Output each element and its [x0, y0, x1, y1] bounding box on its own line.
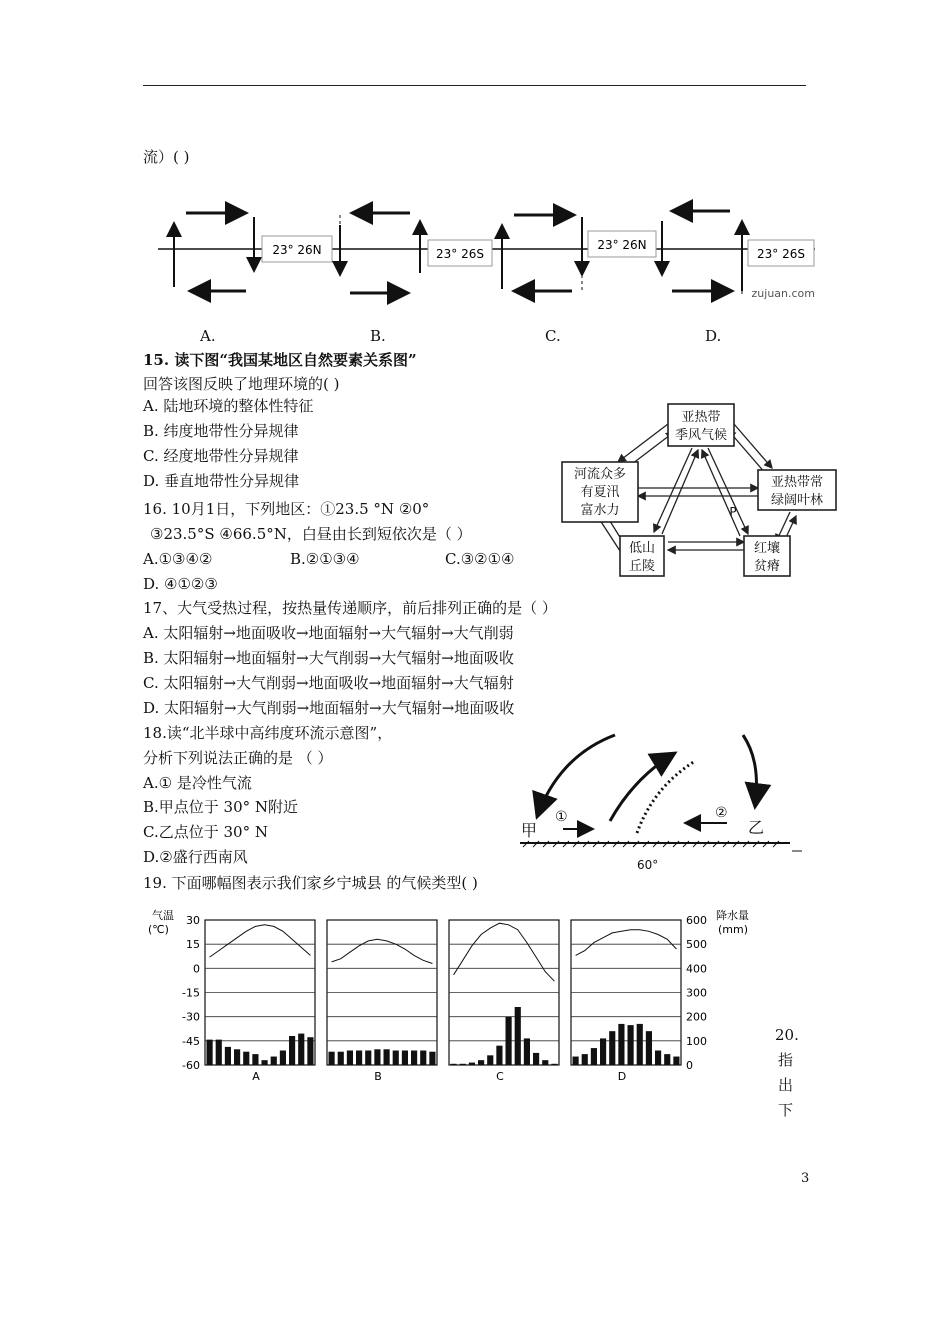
- precip-tick-label: 400: [686, 962, 707, 976]
- precip-bar: [298, 1034, 304, 1065]
- q17-option-d: D. 太阳辐射→大气削弱→地面辐射→大气辐射→地面吸收: [143, 699, 515, 717]
- page-number: 3: [801, 1171, 810, 1186]
- precip-bar: [280, 1051, 286, 1066]
- precip-bar: [515, 1007, 521, 1065]
- temp-tick-label: 15: [186, 938, 200, 952]
- precip-bar: [347, 1051, 353, 1066]
- q16-option-a: A.①③④②: [143, 550, 213, 568]
- q20-char-3: 下: [778, 1101, 794, 1119]
- q18-flow2: ②: [715, 805, 728, 821]
- temp-tick-label: -60: [182, 1059, 200, 1072]
- q15-option-c: C. 经度地带性分异规律: [143, 447, 299, 465]
- temp-tick-label: 30: [186, 914, 200, 927]
- climate-panel-label: C: [496, 1070, 504, 1083]
- precip-bar: [365, 1051, 371, 1066]
- precip-bar: [609, 1031, 615, 1065]
- precip-bar: [618, 1024, 624, 1065]
- q16-option-c: C.③②①④: [445, 550, 515, 568]
- precip-bar: [225, 1047, 231, 1065]
- q15-diagram: [558, 400, 843, 580]
- q14-panel-d: [662, 211, 814, 295]
- q15-box-br-line2: 贫瘠: [753, 559, 781, 574]
- q15-box-br-line1: 红壤: [753, 541, 781, 556]
- q18-diagram: [515, 725, 805, 875]
- q19-climate-charts: [140, 905, 780, 1095]
- climate-panel-label: A: [252, 1070, 260, 1083]
- q15-box-left-line2: 有夏汛: [580, 485, 620, 500]
- temp-axis-unit: (℃): [148, 923, 169, 936]
- precip-bar: [356, 1051, 362, 1066]
- q18-stem: 分析下列说法正确的是 （ ）: [143, 749, 333, 767]
- header-rule: [143, 85, 806, 86]
- q14-diagram: [150, 195, 830, 310]
- q18-option-d: D.②盛行西南风: [143, 848, 248, 866]
- q20-char-1: 指: [778, 1051, 794, 1069]
- precip-tick-label: 600: [686, 914, 707, 927]
- precip-bar: [582, 1054, 588, 1065]
- q17-option-c: C. 太阳辐射→大气削弱→地面吸收→地面辐射→大气辐射: [143, 674, 514, 692]
- precip-bar: [506, 1017, 512, 1065]
- precip-bar: [374, 1049, 380, 1065]
- q15-option-d: D. 垂直地带性分异规律: [143, 472, 300, 490]
- precip-bar: [402, 1051, 408, 1066]
- q14-option-c: C.: [545, 327, 561, 345]
- precip-bar: [271, 1057, 277, 1065]
- q18-flow1: ①: [555, 809, 568, 825]
- precip-bar: [262, 1060, 268, 1065]
- q14-stem-tail: 流）( ): [143, 148, 190, 166]
- q18-option-c: C.乙点位于 30° N: [143, 823, 268, 841]
- precip-bar: [307, 1037, 313, 1065]
- q17-option-b: B. 太阳辐射→地面辐射→大气削弱→大气辐射→地面吸收: [143, 649, 514, 667]
- precip-bar: [243, 1052, 249, 1065]
- q16-line1: 16. 10月1日，下列地区：①23.5 °N ②0°: [143, 500, 430, 518]
- precip-bar: [329, 1052, 335, 1065]
- q18-option-a: A.① 是冷性气流: [143, 774, 252, 792]
- q14-panel-b-label: 23° 26S: [436, 247, 484, 261]
- q15-box-left-line1: 河流众多: [573, 467, 627, 482]
- q14-option-d: D.: [705, 327, 722, 345]
- q15-title: 15. 读下图“我国某地区自然要素关系图”: [143, 351, 417, 369]
- q18-point-yi: 乙: [748, 818, 765, 837]
- climate-panel-label: B: [374, 1070, 382, 1083]
- precip-bar: [496, 1046, 502, 1065]
- precip-bar: [207, 1040, 213, 1065]
- q18-option-b: B.甲点位于 30° N附近: [143, 798, 299, 816]
- precip-bar: [533, 1053, 539, 1065]
- q15-box-bl-line1: 低山: [628, 541, 656, 556]
- temp-tick-label: -15: [182, 986, 200, 1000]
- q15-option-a: A. 陆地环境的整体性特征: [143, 397, 314, 415]
- precip-bar: [646, 1031, 652, 1065]
- precip-bar: [429, 1052, 435, 1065]
- precip-bar: [628, 1025, 634, 1065]
- q15-box-top-line1: 亚热带: [681, 410, 721, 425]
- q14-panel-a: [174, 213, 332, 291]
- temp-tick-label: -45: [182, 1034, 200, 1048]
- q14-option-a: A.: [200, 327, 216, 345]
- q14-panel-c-label: 23° 26N: [597, 238, 647, 252]
- temp-tick-label: 0: [193, 962, 200, 976]
- precip-bar: [393, 1051, 399, 1066]
- precip-tick-label: 0: [686, 1059, 693, 1072]
- climate-panel-label: D: [617, 1070, 627, 1083]
- q15-option-b: B. 纬度地带性分异规律: [143, 422, 299, 440]
- precip-bar: [234, 1049, 240, 1065]
- q15-stem: 回答该图反映了地理环境的( ): [143, 375, 340, 393]
- q15-box-right-line1: 亚热带常: [770, 475, 824, 490]
- q18-point-jia: 甲: [521, 821, 538, 840]
- q18-title: 18.读“北半球中高纬度环流示意图”，: [143, 724, 393, 742]
- q19-stem: 19. 下面哪幅图表示我们家乡宁城县 的气候类型( ): [143, 874, 478, 892]
- q14-option-b: B.: [370, 327, 386, 345]
- q14-panel-d-label: 23° 26S: [757, 247, 805, 261]
- q17-stem: 17、大气受热过程，按热量传递顺序，前后排列正确的是（ ）: [143, 599, 557, 617]
- precip-bar: [655, 1051, 661, 1066]
- precip-bar: [469, 1063, 475, 1065]
- precip-bar: [591, 1048, 597, 1065]
- precip-tick-label: 300: [686, 986, 707, 1000]
- precip-bar: [524, 1038, 530, 1065]
- precip-bar: [460, 1064, 466, 1065]
- q16-option-b: B.②①③④: [290, 550, 360, 568]
- q16-option-d: D. ④①②③: [143, 575, 218, 593]
- q17-option-a: A. 太阳辐射→地面吸收→地面辐射→大气辐射→大气削弱: [143, 624, 514, 642]
- q20-char-0: 20.: [775, 1026, 799, 1044]
- precip-bar: [542, 1060, 548, 1065]
- precip-bar: [411, 1051, 417, 1066]
- q16-line2: ③23.5°S ④66.5°N，白昼由长到短依次是（ ）: [150, 525, 472, 543]
- precip-bar: [252, 1054, 258, 1065]
- precip-bar: [384, 1049, 390, 1065]
- precip-bar: [289, 1036, 295, 1065]
- precip-tick-label: 100: [686, 1034, 707, 1048]
- precip-bar: [637, 1024, 643, 1065]
- precip-bar: [664, 1054, 670, 1065]
- q20-char-2: 出: [778, 1076, 794, 1094]
- temp-tick-label: -30: [182, 1010, 200, 1024]
- precip-bar: [216, 1040, 222, 1065]
- q15-box-top-line2: 季风气候: [674, 428, 728, 443]
- temp-axis-title: 气温: [152, 909, 174, 922]
- precip-bar: [420, 1051, 426, 1066]
- q14-panel-a-label: 23° 26N: [272, 243, 322, 257]
- precip-bar: [487, 1055, 493, 1065]
- precip-bar: [338, 1052, 344, 1065]
- q14-panel-b: [340, 213, 492, 293]
- q15-box-bl-line2: 丘陵: [628, 559, 656, 574]
- q14-watermark: zujuan.com: [751, 287, 815, 300]
- precip-bar: [551, 1064, 557, 1065]
- precip-bar: [673, 1057, 679, 1065]
- precip-tick-label: 200: [686, 1010, 707, 1024]
- precip-bar: [451, 1064, 457, 1065]
- precip-axis-unit: (mm): [718, 923, 749, 936]
- precip-tick-label: 500: [686, 938, 707, 952]
- q15-p-label: P: [729, 505, 737, 519]
- precip-bar: [600, 1038, 606, 1065]
- precip-bar: [573, 1057, 579, 1065]
- precip-bar: [478, 1060, 484, 1065]
- q14-panel-c: [502, 215, 656, 291]
- q15-box-right-line2: 绿阔叶林: [770, 493, 824, 508]
- precip-axis-title: 降水量: [716, 909, 749, 922]
- q18-latitude: 60°: [637, 858, 659, 872]
- q15-box-left-line3: 富水力: [580, 503, 620, 518]
